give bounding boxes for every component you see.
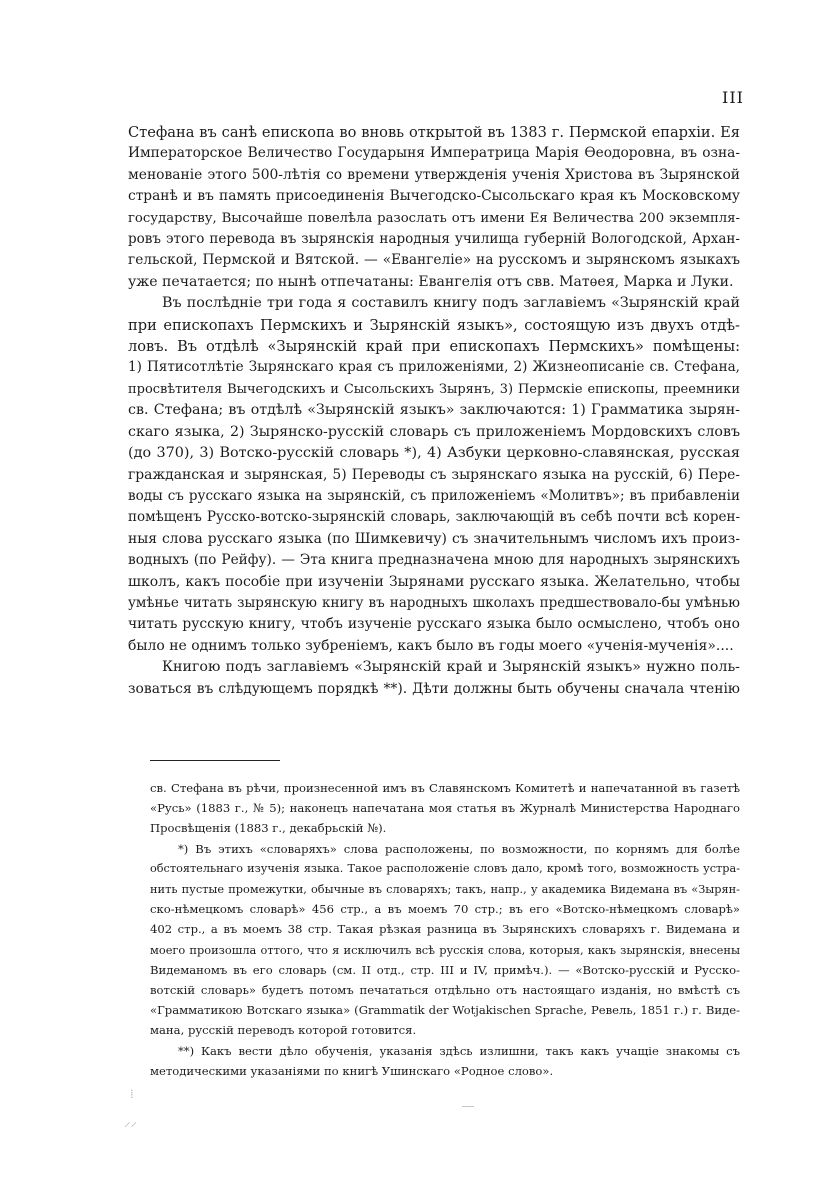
footnote-divider: [150, 760, 280, 761]
footnote-line: Просвѣщенія (1883 г., декабрьскій №).: [150, 821, 387, 836]
text-line: ровъ этого перевода въ зырянскія народныя училища губерній Вологодской, Архан-: [128, 231, 740, 248]
page-number: III: [722, 88, 744, 107]
footnote-line: «Грамматикою Вотскаго языка» (Grammatik der Wotjakischen Sprache, Ревель, 1851 г.) г. Виде-: [150, 1003, 740, 1018]
text-line: странѣ и въ память присоединенія Вычегодско-Сысольскаго края къ Московскому: [128, 188, 740, 205]
footnote-line: методическими указаніями по книгѣ Ушинскаго «Родное слово».: [150, 1063, 554, 1078]
text-line: читать русскую книгу, чтобъ изученіе русскаго языка было осмыслено, чтобъ оно: [128, 616, 740, 633]
footnotes: [150, 778, 740, 1081]
footnote-line: 402 стр., а въ моемъ 38 стр. Такая рѣзкая разница въ Зырянскихъ словаряхъ г. Видемана и: [150, 922, 740, 937]
text-line: водныхъ (по Рейфу). — Эта книга предназначена мною для народныхъ зырянскихъ: [128, 552, 740, 569]
text-line: скаго языка, 2) Зырянско-русскій словарь съ приложеніемъ Мордовскихъ словъ: [128, 423, 740, 440]
text-line: 1) Пятисотлѣтіе Зырянскаго края съ приложеніями, 2) Жизнеописаніе св. Стефана,: [128, 359, 740, 376]
text-line: школъ, какъ пособіе при изученіи Зырянами русскаго языка. Желательно, чтобы: [128, 573, 740, 590]
text-line: Въ послѣдніе три года я составилъ книгу подъ заглавіемъ «Зырянскій край: [162, 295, 740, 312]
footnote-line: **) Какъ вести дѣло обученія, указанія здѣсь излишни, такъ какъ учащіе знакомы съ: [178, 1043, 740, 1058]
footnote-line: ско-нѣмецкомъ словарѣ» 456 стр., а въ моемъ 70 стр.; въ его «Вотско-нѣмецкомъ словарѣ»: [150, 902, 740, 917]
text-line: умѣнье читать зырянскую книгу въ народныхъ школахъ предшествовало-бы умѣнью: [128, 594, 740, 611]
text-line: воды съ русскаго языка на зырянскій, съ приложеніемъ «Молитвъ»; въ прибавленіи: [128, 487, 740, 504]
footnote-line: «Русь» (1883 г., № 5); наконецъ напечатана моя статья въ Журналѣ Министерства Народнаго: [150, 801, 740, 816]
text-line: зоваться въ слѣдующемъ порядкѣ **). Дѣти должны быть обучены сначала чтенію: [128, 680, 740, 697]
footnote-line: Видеманомъ въ его словарь (см. II отд., стр. III и IV, примѣч.). — «Вотско-русскій и Русско-: [150, 962, 740, 977]
text-line: (до 370), 3) Вотско-русскій словарь *), 4) Азбуки церковно-славянская, русская: [128, 445, 740, 462]
scan-smudge: ⸝⸝: [124, 1115, 137, 1130]
text-line: помѣщенъ Русско-вотско-зырянскій словарь, заключающій въ себѣ почти всѣ корен-: [128, 509, 740, 526]
text-line: Императорское Величество Государыня Императрица Марія Ѳеодоровна, въ озна-: [128, 145, 740, 162]
footnote-line: моего произошла оттого, что я исключилъ всѣ русскія слова, которыя, какъ зырянскія, внесены: [150, 942, 740, 957]
main-text: [128, 122, 740, 700]
text-line: уже печатается; по нынѣ отпечатаны: Евангелія отъ свв. Матѳея, Марка и Луки.: [128, 273, 734, 290]
footnote-line: вотскій словарь» будетъ потомъ печататься отдѣльно отъ настоящаго изданія, но вмѣстѣ съ: [150, 983, 740, 998]
text-line: Стефана въ санѣ епископа во вновь открытой въ 1383 г. Пермской епархіи. Ея: [128, 124, 740, 141]
text-line: государству, Высочайше повелѣла разослать отъ имени Ея Величества 200 экземпля-: [128, 210, 740, 226]
text-line: Книгою подъ заглавіемъ «Зырянскій край и Зырянскій языкъ» нужно поль-: [162, 659, 740, 676]
text-line: ныя слова русскаго языка (по Шимкевичу) съ значительнымъ числомъ ихъ произ-: [128, 530, 740, 547]
text-line: при епископахъ Пермскихъ и Зырянскій языкъ», состоящую изъ двухъ отдѣ-: [128, 316, 740, 334]
text-line: гельской, Пермской и Вятской. — «Евангеліе» на русскомъ и зырянскомъ языкахъ: [128, 252, 740, 269]
text-line: менованіе этого 500-лѣтія со времени утвержденія ученія Христова въ Зырянской: [128, 166, 740, 183]
footnote-line: *) Въ этихъ «словаряхъ» слова расположены, по возможности, по корнямъ для болѣе: [178, 841, 740, 856]
text-line: было не однимъ только зубреніемъ, какъ было въ годы моего «ученія-мученія»....: [128, 637, 734, 654]
text-line: ловъ. Въ отдѣлѣ «Зырянскій край при епископахъ Пермскихъ» помѣщены:: [128, 338, 740, 356]
text-line: гражданская и зырянская, 5) Переводы съ зырянскаго языка на русскій, 6) Пере-: [128, 466, 740, 483]
text-line: просвѣтителя Вычегодскихъ и Сысольскихъ Зырянъ, 3) Пермскіе епископы, преемники: [128, 381, 740, 397]
footnote-line: нить пустые промежутки, обычные въ словаряхъ; такъ, напр., у академика Видемана въ «Зырян-: [150, 882, 740, 897]
footnote-line: св. Стефана въ рѣчи, произнесенной имъ въ Славянскомъ Комитетѣ и напечатанной въ газетѣ: [150, 781, 740, 795]
text-line: св. Стефана; въ отдѣлѣ «Зырянскій языкъ» заключаются: 1) Грамматика зырян-: [128, 402, 740, 419]
footnote-line: мана, русскій переводъ которой готовится.: [150, 1023, 417, 1038]
footnote-line: обстоятельнаго изученія языка. Такое расположеніе словъ дало, кромѣ того, возможность устра-: [150, 861, 740, 875]
scan-smudge: [462, 1106, 474, 1107]
scan-smudge: ⁞: [130, 1087, 134, 1102]
